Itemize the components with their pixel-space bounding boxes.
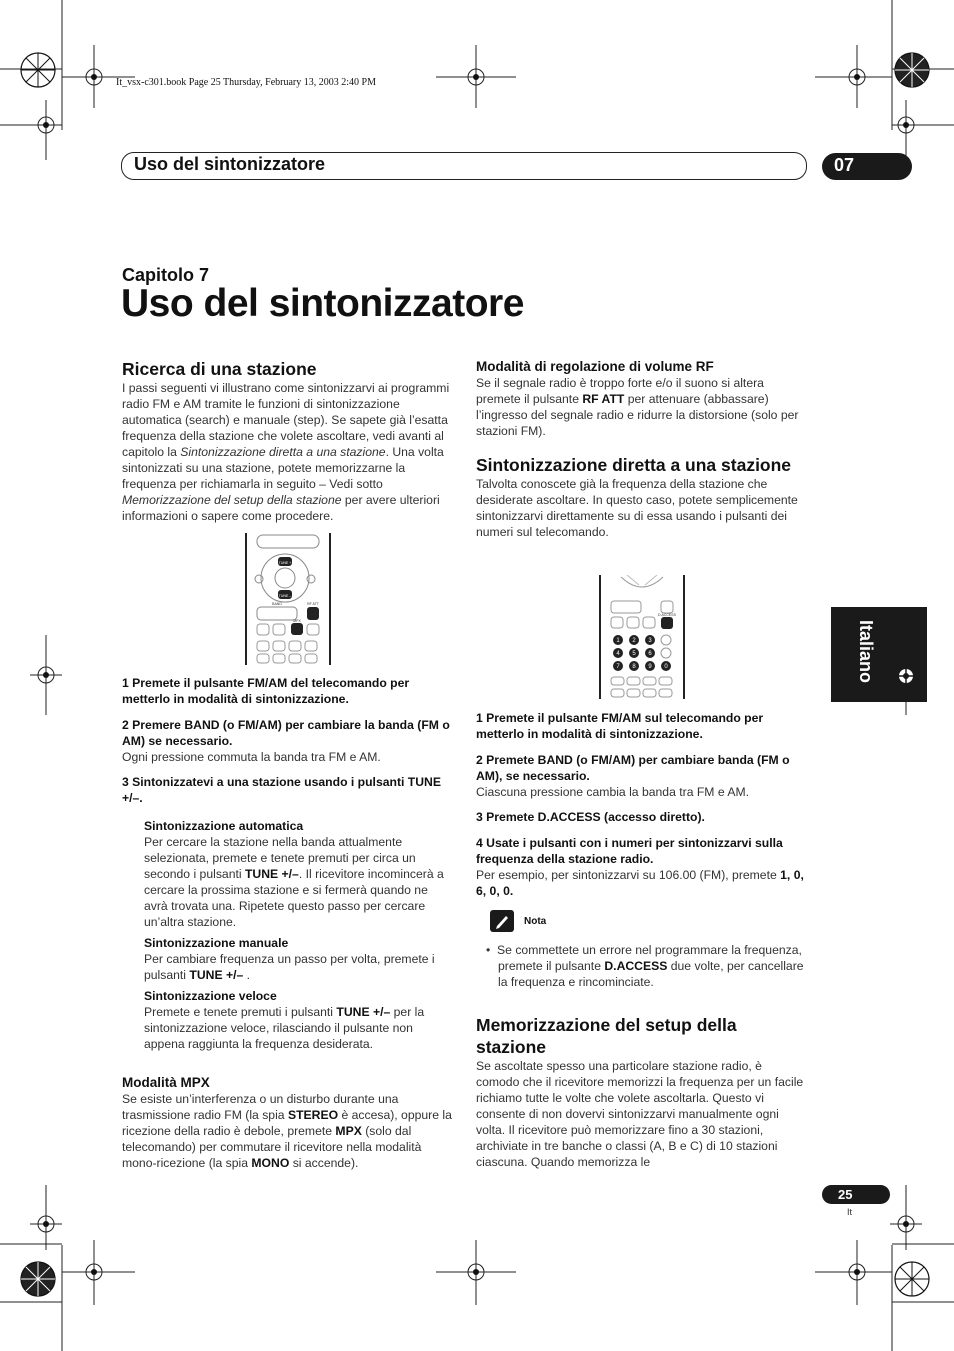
page-language: It xyxy=(847,1207,853,1217)
remote1-label-tune-plus: TUNE + xyxy=(278,561,292,565)
remote2-digit-2: 2 xyxy=(632,638,636,644)
fast-tuning-title: Sintonizzazione veloce xyxy=(144,989,277,1003)
page-number-badge xyxy=(822,1185,890,1204)
right-step-3: 3 Premete D.ACCESS (accesso diretto). xyxy=(476,810,705,824)
manual-tuning-title: Sintonizzazione manuale xyxy=(144,936,289,950)
section-heading-ricerca: Ricerca di una stazione xyxy=(122,359,317,379)
remote2-digit-5: 5 xyxy=(632,651,636,657)
tuning-options xyxy=(144,818,452,1052)
remote2-digit-4: 4 xyxy=(616,651,620,657)
auto-tuning-title: Sintonizzazione automatica xyxy=(144,819,304,833)
right-step-2: 2 Premete BAND (o FM/AM) per cambiare banda (FM o AM), se necessario. xyxy=(476,753,790,783)
section-heading-memorizzazione: Memorizzazione del setup della stazione xyxy=(476,1015,737,1057)
rf-paragraph: Se il segnale radio è troppo forte e/o il suono si altera premete il pulsante RF ATT per attenuare (abbassare) l’ingresso del segnale radio e ridurre la distorsione (solo per stazioni FM). xyxy=(476,376,799,438)
fast-tuning-text: Premete e tenete premuti i pulsanti TUNE +/– per la sintonizzazione veloce, rilasciando il pulsante non appena raggiunta la frequenza desiderata. xyxy=(144,1005,425,1051)
remote2-digit-1: 1 xyxy=(616,638,620,644)
right-step-4-text: Per esempio, per sintonizzarvi su 106.00 (FM), premete 1, 0, 6, 0, 0. xyxy=(476,868,804,898)
remote2-digit-9: 9 xyxy=(648,664,652,670)
note-pencil-icon xyxy=(490,910,514,932)
remote2-digit-7: 7 xyxy=(616,664,620,670)
left-step-2: 2 Premere BAND (o FM/AM) per cambiare la banda (FM o AM) se necessario. xyxy=(122,718,450,748)
right-step-4: 4 Usate i pulsanti con i numeri per sintonizzarvi sulla frequenza della stazione radio. xyxy=(476,836,783,866)
section-heading-diretta: Sintonizzazione diretta a una stazione xyxy=(476,455,792,475)
left-step-3: 3 Sintonizzatevi a una stazione usando i pulsanti TUNE +/–. xyxy=(122,775,441,805)
right-column xyxy=(476,358,806,540)
remote2-digit-6: 6 xyxy=(648,651,652,657)
remote-control-numeric-illustration xyxy=(599,575,685,699)
left-column-steps xyxy=(122,675,452,1171)
remote-control-tune-illustration xyxy=(245,533,331,665)
remote1-label-mpx: MPX xyxy=(293,619,301,623)
remote1-label-rf-att: RF ATT xyxy=(307,602,319,606)
chapter-title: Uso del sintonizzatore xyxy=(121,282,524,325)
right-step-2-text: Ciascuna pressione cambia la banda tra FM e AM. xyxy=(476,785,749,799)
language-side-tab-label: Italiano xyxy=(856,620,876,684)
left-column xyxy=(122,358,452,524)
print-info-line: It_vsx-c301.book Page 25 Thursday, February 13, 2003 2:40 PM xyxy=(116,77,376,88)
remote2-digit-8: 8 xyxy=(632,664,636,670)
right-step-1: 1 Premete il pulsante FM/AM sul telecomando per metterlo in modalità di sintonizzazione. xyxy=(476,711,764,741)
left-step-2-text: Ogni pressione commuta la banda tra FM e AM. xyxy=(122,750,381,764)
remote2-label-daccess: D.ACCESS xyxy=(658,613,676,617)
side-tab-target-icon xyxy=(896,666,916,686)
remote1-label-band: BAND xyxy=(272,602,282,606)
manual-tuning-text: Per cambiare frequenza un passo per volta, premete i pulsanti TUNE +/– . xyxy=(144,952,435,982)
running-header-title: Uso del sintonizzatore xyxy=(134,154,326,174)
remote2-digit-3: 3 xyxy=(648,638,652,644)
remote1-label-tune-minus: TUNE – xyxy=(278,594,292,598)
note-label: Nota xyxy=(524,916,547,927)
diretta-paragraph: Talvolta conoscete già la frequenza della stazione che desiderate ascoltare. In questo caso, potete semplicemente sintonizzarvi direttamente su di essa usando i pulsanti dei numeri sul telecomando. xyxy=(476,477,798,539)
note-bullet: • Se commettete un errore nel programmare la frequenza, premete il pulsante D.ACCESS due volte, per cancellare la frequenza e rincominciate. xyxy=(486,943,804,989)
right-column-steps xyxy=(476,710,806,899)
mpx-paragraph: Se esiste un’interferenza o un disturbo durante una trasmissione radio FM (la spia STEREO è accesa), oppure la ricezione della radio è debole, premete MPX (solo dal telecomando) per commutare il ricevitore nella modalità mono-ricezione (la spia MONO si accende). xyxy=(122,1092,452,1170)
section-heading-rf: Modalità di regolazione di volume RF xyxy=(476,359,714,374)
section-heading-mpx: Modalità MPX xyxy=(122,1075,210,1090)
page-number: 25 xyxy=(838,1187,853,1202)
auto-tuning-text: Per cercare la stazione nella banda attualmente selezionata, premete e tenete premuti per circa un secondo i pulsanti TUNE +/–. Il ricevitore incomincerà a cercare la prossima stazione e si fermerà quando ne avrà trovata una. Ripetete questo passo per cercare un’altra stazione. xyxy=(144,835,444,929)
memorizzazione-paragraph: Se ascoltate spesso una particolare stazione radio, è comodo che il ricevitore memorizzi la frequenza per un facile richiamo tutte le volte che volete ascoltarla. Questo vi consente di non dovervi sintonizzarvi manualmente ogni volta. Il ricevitore può memorizzare fino a 30 stazioni, archiviate in tre banche o classi (A, B e C) di 10 stazioni ciascuna. Quando memorizza le xyxy=(476,1059,804,1169)
chapter-label: Capitolo 7 xyxy=(122,265,210,285)
chapter-number: 07 xyxy=(834,155,855,175)
left-step-1: 1 Premete il pulsante FM/AM del telecomando per metterlo in modalità di sintonizzazione. xyxy=(122,676,410,706)
remote2-digit-0: 0 xyxy=(664,664,668,670)
note-content xyxy=(476,942,806,1170)
ricerca-paragraph: I passi seguenti vi illustrano come sintonizzarvi ai programmi radio FM e AM tramite le funzioni di sintonizzazione automatica (search) e manuale (step). Se sapete già l’esatta frequenza della stazione che volete ascoltare, vedi avanti al capitolo la Sintonizzazione diretta a una stazione. Una volta sintonizzati su una stazione, potete memorizzarne la frequenza per richiamarla in seguito – Vedi sotto Memorizzazione del setup della stazione per avere ulteriori informazioni o sapere come procedere. xyxy=(122,381,450,523)
